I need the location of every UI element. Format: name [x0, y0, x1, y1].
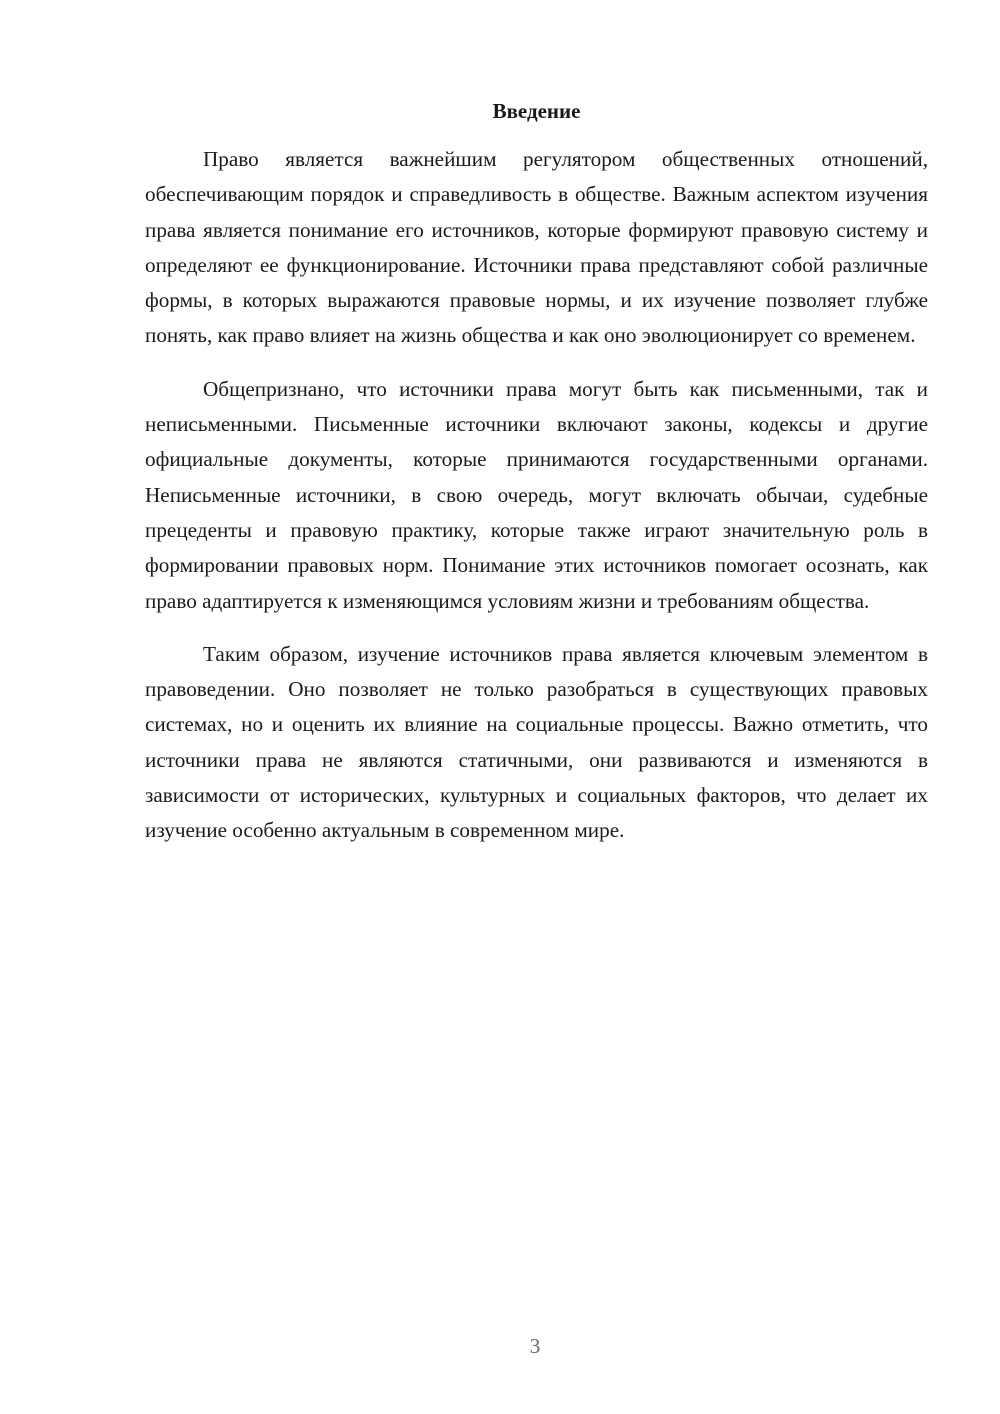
body-text: [145, 142, 928, 849]
section-heading: Введение: [492, 99, 581, 123]
paragraph-2: Общепризнано, что источники права могут быть как письменными, так и неписьменными. Письменные источники включают законы, кодексы и другие официальные документы, которые принимаются государственными органами. Неписьменные источники, в свою очередь, могут включать обычаи, судебные прецеденты и правовую практику, которые также играют значительную роль в формировании правовых норм. Понимание этих источников помогает осознать, как право адаптируется к изменяющимся условиям жизни и требованиям общества.: [145, 376, 928, 613]
page-number: 3: [529, 1334, 541, 1358]
paragraph-1: Право является важнейшим регулятором общественных отношений, обеспечивающим порядок и справедливость в обществе. Важным аспектом изучения права является понимание его источников, которые формируют правовую систему и определяют ее функционирование. Источники права представляют собой различные формы, в которых выражаются правовые нормы, и их изучение позволяет глубже понять, как право влияет на жизнь общества и как оно эволюционирует со временем.: [145, 147, 928, 348]
paragraph-3: Таким образом, изучение источников права является ключевым элементом в правоведении. Оно позволяет не только разобраться в существующих правовых системах, но и оценить их влияние на социальные процессы. Важно отметить, что источники права не являются статичными, они развиваются и изменяются в зависимости от исторических, культурных и социальных факторов, что делает их изучение особенно актуальным в современном мире.: [145, 641, 928, 843]
